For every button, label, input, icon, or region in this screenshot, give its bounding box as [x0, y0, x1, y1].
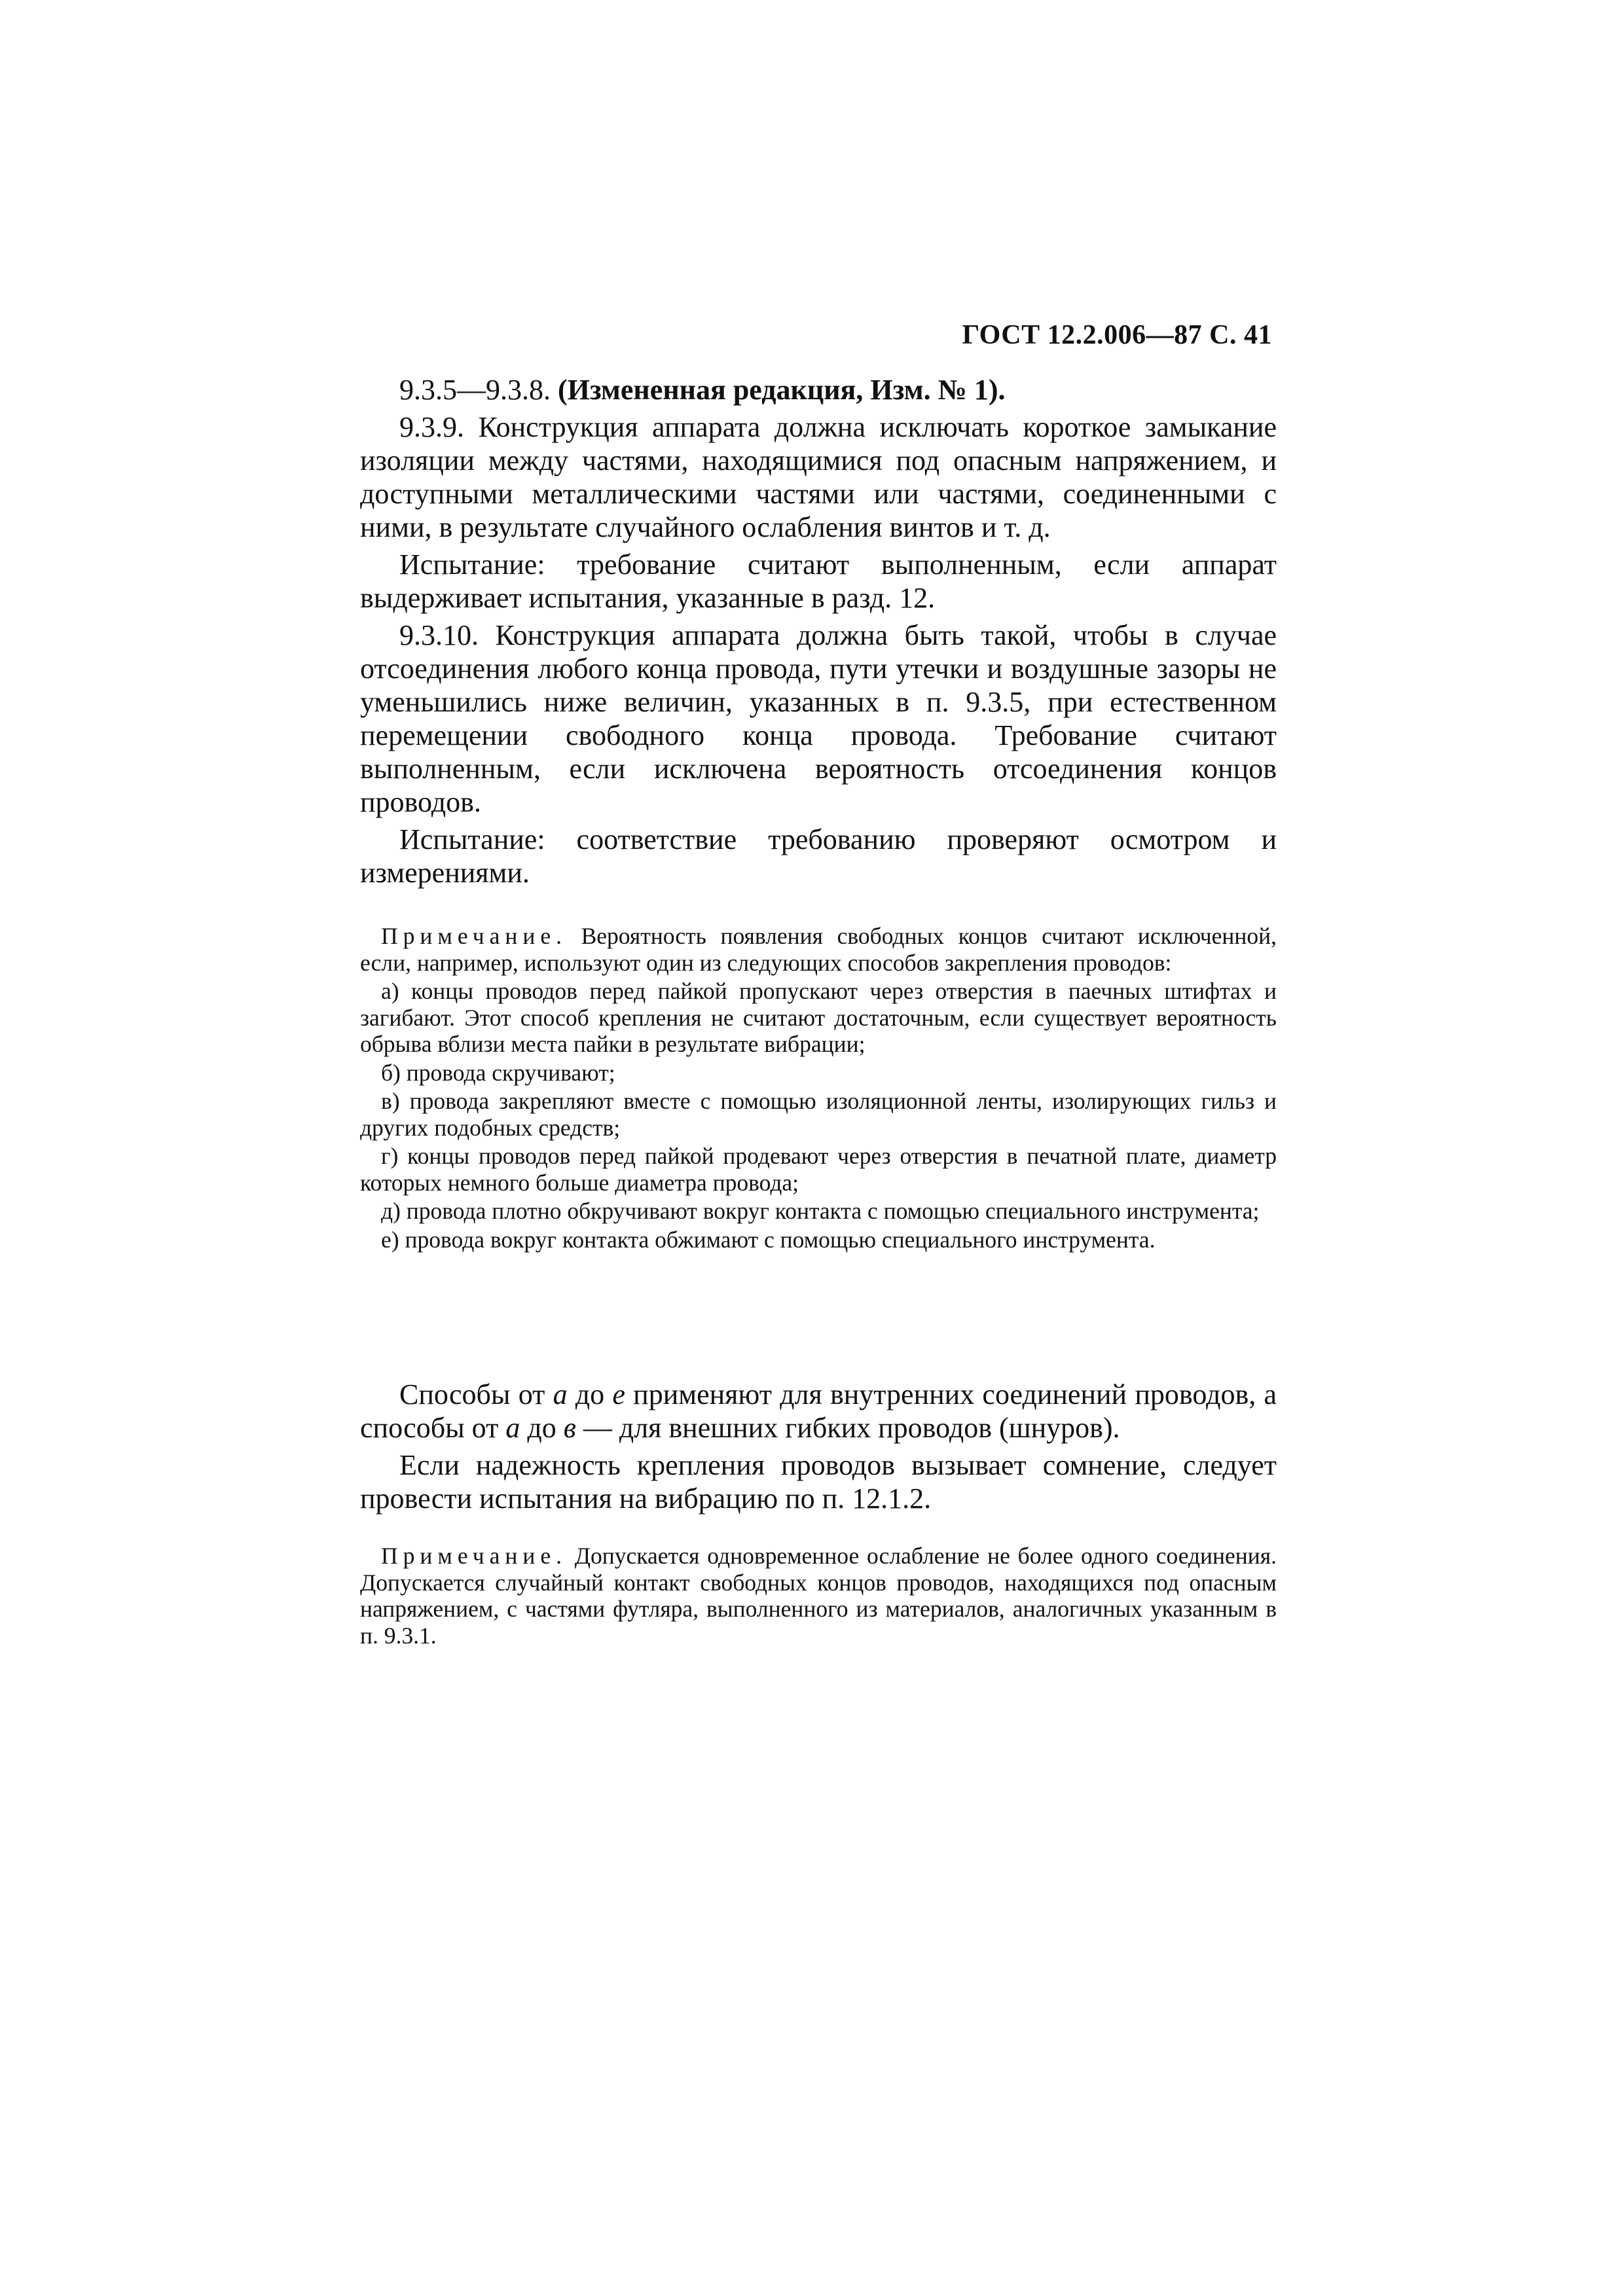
- amendment-note: (Измененная редакция, Изм. № 1).: [558, 374, 1006, 406]
- italic-letter: а: [553, 1378, 568, 1410]
- note-item: е) провода вокруг контакта обжимают с помощью специального инструмента.: [381, 1226, 1156, 1253]
- text-run: применяют для внутренних соединений проводов, а способы от: [360, 1378, 1277, 1444]
- note-block-2: [360, 1543, 1277, 1649]
- body-section: [360, 373, 1277, 889]
- italic-letter: е: [612, 1378, 625, 1410]
- note-item: а) концы проводов перед пайкой пропускают через отверстия в паечных штифтах и загибают. Этот способ крепления не считают достаточным, если существует вероятность обрыва вблизи места пайки в результате вибрации;: [360, 978, 1277, 1057]
- body-section-2: [360, 1378, 1277, 1515]
- note-2-body: Допускается одновременное ослабление не более одного соединения. Допускается случайный контакт свободных концов проводов, находящихся под опасным напряжением, с частями футляра, выполненного из материалов, аналогичных указанным в п. 9.3.1.: [360, 1543, 1277, 1649]
- note-label: Примечание.: [381, 923, 567, 949]
- italic-letter: в: [563, 1412, 576, 1444]
- paragraph-methods: [360, 1378, 1277, 1444]
- note-block-1: [360, 923, 1277, 1253]
- text-run: до: [567, 1378, 613, 1410]
- note-intro-text: Вероятность появления свободных концов считают исключенной, если, например, используют один из следующих способов закрепления проводов:: [360, 923, 1277, 976]
- text-run: — для внешних гибких проводов (шнуров).: [575, 1412, 1120, 1444]
- paragraph-9-3-9: 9.3.9. Конструкция аппарата должна исключать короткое замыкание изоляции между частями, находящимися под опасным напряжением, и доступными металлическими частями или частями, соединенными с ними, в результате случайного ослабления винтов и т. д.: [360, 411, 1277, 543]
- note-2-text: [360, 1543, 1277, 1649]
- clause-number: 9.3.5—9.3.8.: [399, 374, 551, 406]
- text-run: до: [520, 1412, 564, 1444]
- text-run: Способы от: [399, 1378, 553, 1410]
- paragraph-test-2: Испытание: соответствие требованию проверяют осмотром и измерениями.: [360, 823, 1277, 889]
- note-item: г) концы проводов перед пайкой продевают через отверстия в печатной плате, диаметр которых немного больше диаметра провода;: [360, 1143, 1277, 1196]
- paragraph-test-1: Испытание: требование считают выполненным, если аппарат выдерживает испытания, указанные в разд. 12.: [360, 548, 1277, 614]
- page-header: ГОСТ 12.2.006—87 С. 41: [962, 320, 1272, 350]
- note-item: д) провода плотно обкручивают вокруг контакта с помощью специального инструмента;: [381, 1198, 1260, 1224]
- note-label: Примечание.: [381, 1543, 567, 1569]
- note-item: б) провода скручивают;: [381, 1059, 615, 1086]
- note-item: в) провода закрепляют вместе с помощью изоляционной ленты, изолирующих гильз и других подобных средств;: [360, 1088, 1277, 1141]
- italic-letter: а: [505, 1412, 520, 1444]
- paragraph-vibration: Если надежность крепления проводов вызывает сомнение, следует провести испытания на вибрацию по п. 12.1.2.: [360, 1449, 1277, 1515]
- note-intro: [360, 923, 1277, 976]
- paragraph-9-3-5: [360, 373, 1277, 406]
- paragraph-9-3-10: 9.3.10. Конструкция аппарата должна быть такой, чтобы в случае отсоединения любого конца провода, пути утечки и воздушные зазоры не уменьшились ниже величин, указанных в п. 9.3.5, при естественном перемещении свободного конца провода. Требование считают выполненным, если исключена вероятность отсоединения концов проводов.: [360, 619, 1277, 818]
